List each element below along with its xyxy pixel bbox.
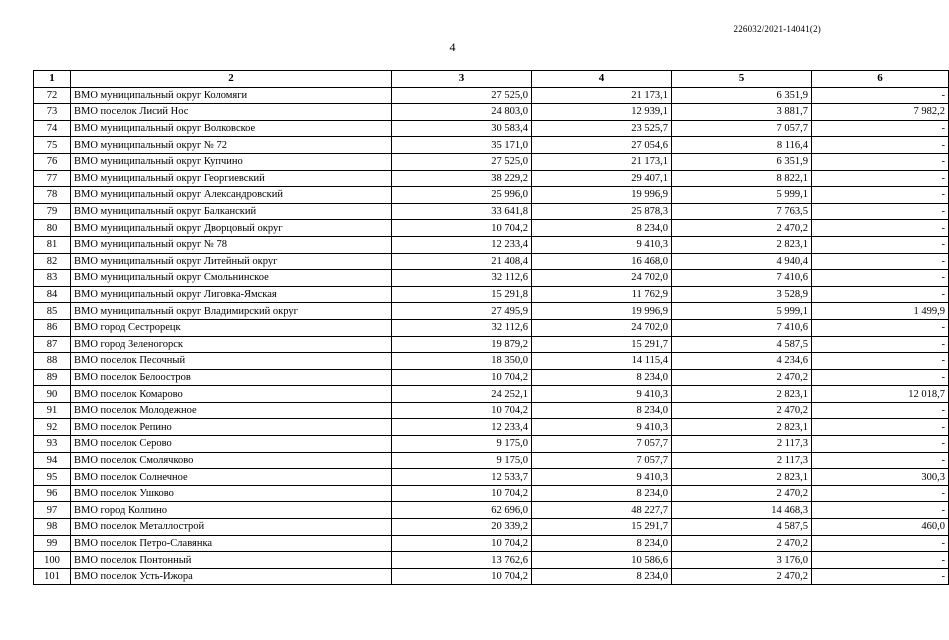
value-cell-6: - <box>812 87 949 104</box>
value-cell-3: 38 229,2 <box>392 170 532 187</box>
municipality-cell: ВМО муниципальный округ Дворцовый округ <box>71 220 392 237</box>
value-cell-4: 8 234,0 <box>532 535 672 552</box>
municipality-cell: ВМО поселок Смолячково <box>71 452 392 469</box>
value-cell-3: 10 704,2 <box>392 220 532 237</box>
table-row <box>34 236 949 253</box>
column-header: 3 <box>392 71 532 88</box>
value-cell-4: 8 234,0 <box>532 402 672 419</box>
municipality-cell: ВМО поселок Молодежное <box>71 402 392 419</box>
value-cell-3: 13 762,6 <box>392 552 532 569</box>
table-row <box>34 137 949 154</box>
value-cell-5: 2 823,1 <box>672 469 812 486</box>
row-number-cell: 78 <box>34 187 71 204</box>
value-cell-6: 300,3 <box>812 469 949 486</box>
municipality-cell: ВМО поселок Серово <box>71 436 392 453</box>
value-cell-6: - <box>812 203 949 220</box>
table-row <box>34 303 949 320</box>
row-number-cell: 86 <box>34 319 71 336</box>
value-cell-5: 7 057,7 <box>672 120 812 137</box>
value-cell-6: - <box>812 220 949 237</box>
municipality-cell: ВМО муниципальный округ Лиговка-Ямская <box>71 286 392 303</box>
table-row <box>34 203 949 220</box>
value-cell-4: 25 878,3 <box>532 203 672 220</box>
row-number-cell: 72 <box>34 87 71 104</box>
table-row <box>34 220 949 237</box>
document-id: 226032/2021-14041(2) <box>733 24 821 34</box>
value-cell-6: - <box>812 319 949 336</box>
value-cell-3: 10 704,2 <box>392 402 532 419</box>
row-number-cell: 77 <box>34 170 71 187</box>
row-number-cell: 89 <box>34 369 71 386</box>
value-cell-4: 16 468,0 <box>532 253 672 270</box>
table-row <box>34 369 949 386</box>
row-number-cell: 97 <box>34 502 71 519</box>
municipality-cell: ВМО поселок Петро-Славянка <box>71 535 392 552</box>
row-number-cell: 95 <box>34 469 71 486</box>
value-cell-4: 9 410,3 <box>532 469 672 486</box>
value-cell-6: - <box>812 402 949 419</box>
row-number-cell: 87 <box>34 336 71 353</box>
row-number-cell: 101 <box>34 568 71 585</box>
value-cell-4: 24 702,0 <box>532 319 672 336</box>
municipality-cell: ВМО муниципальный округ № 78 <box>71 236 392 253</box>
row-number-cell: 90 <box>34 386 71 403</box>
value-cell-3: 30 583,4 <box>392 120 532 137</box>
value-cell-4: 21 173,1 <box>532 153 672 170</box>
value-cell-3: 10 704,2 <box>392 535 532 552</box>
value-cell-5: 2 470,2 <box>672 535 812 552</box>
municipality-cell: ВМО муниципальный округ Волковское <box>71 120 392 137</box>
municipality-cell: ВМО муниципальный округ Владимирский округ <box>71 303 392 320</box>
value-cell-5: 6 351,9 <box>672 87 812 104</box>
table-row <box>34 568 949 585</box>
value-cell-5: 14 468,3 <box>672 502 812 519</box>
municipality-cell: ВМО поселок Ушково <box>71 485 392 502</box>
value-cell-3: 15 291,8 <box>392 286 532 303</box>
value-cell-5: 6 351,9 <box>672 153 812 170</box>
column-header: 2 <box>71 71 392 88</box>
value-cell-4: 8 234,0 <box>532 220 672 237</box>
value-cell-5: 2 470,2 <box>672 220 812 237</box>
table-row <box>34 469 949 486</box>
value-cell-4: 48 227,7 <box>532 502 672 519</box>
municipality-cell: ВМО город Сестрорецк <box>71 319 392 336</box>
value-cell-6: - <box>812 170 949 187</box>
value-cell-5: 2 470,2 <box>672 485 812 502</box>
value-cell-3: 25 996,0 <box>392 187 532 204</box>
value-cell-4: 19 996,9 <box>532 303 672 320</box>
row-number-cell: 76 <box>34 153 71 170</box>
value-cell-3: 10 704,2 <box>392 485 532 502</box>
value-cell-6: - <box>812 336 949 353</box>
value-cell-5: 2 470,2 <box>672 568 812 585</box>
value-cell-4: 7 057,7 <box>532 452 672 469</box>
table-row <box>34 386 949 403</box>
row-number-cell: 94 <box>34 452 71 469</box>
municipality-cell: ВМО муниципальный округ Литейный округ <box>71 253 392 270</box>
row-number-cell: 85 <box>34 303 71 320</box>
row-number-cell: 93 <box>34 436 71 453</box>
value-cell-5: 4 587,5 <box>672 519 812 536</box>
municipality-cell: ВМО поселок Комарово <box>71 386 392 403</box>
value-cell-3: 32 112,6 <box>392 319 532 336</box>
value-cell-3: 62 696,0 <box>392 502 532 519</box>
value-cell-5: 2 823,1 <box>672 236 812 253</box>
value-cell-6: - <box>812 552 949 569</box>
municipality-cell: ВМО город Колпино <box>71 502 392 519</box>
value-cell-5: 2 117,3 <box>672 436 812 453</box>
value-cell-5: 3 176,0 <box>672 552 812 569</box>
value-cell-5: 4 587,5 <box>672 336 812 353</box>
value-cell-4: 8 234,0 <box>532 568 672 585</box>
value-cell-4: 23 525,7 <box>532 120 672 137</box>
value-cell-5: 3 881,7 <box>672 104 812 121</box>
value-cell-6: - <box>812 153 949 170</box>
municipality-cell: ВМО муниципальный округ Балканский <box>71 203 392 220</box>
value-cell-4: 24 702,0 <box>532 270 672 287</box>
municipality-cell: ВМО поселок Лисий Нос <box>71 104 392 121</box>
table-row <box>34 253 949 270</box>
municipality-cell: ВМО муниципальный округ Коломяги <box>71 87 392 104</box>
table-row <box>34 170 949 187</box>
row-number-cell: 91 <box>34 402 71 419</box>
value-cell-3: 35 171,0 <box>392 137 532 154</box>
value-cell-6: - <box>812 137 949 154</box>
value-cell-6: - <box>812 485 949 502</box>
municipality-cell: ВМО поселок Песочный <box>71 353 392 370</box>
municipality-cell: ВМО поселок Белоостров <box>71 369 392 386</box>
value-cell-4: 9 410,3 <box>532 386 672 403</box>
value-cell-5: 3 528,9 <box>672 286 812 303</box>
row-number-cell: 98 <box>34 519 71 536</box>
table-row <box>34 319 949 336</box>
municipality-cell: ВМО муниципальный округ Смольнинское <box>71 270 392 287</box>
municipality-cell: ВМО муниципальный округ Александровский <box>71 187 392 204</box>
value-cell-6: - <box>812 369 949 386</box>
table-row <box>34 419 949 436</box>
value-cell-6: - <box>812 535 949 552</box>
value-cell-4: 19 996,9 <box>532 187 672 204</box>
municipality-cell: ВМО поселок Репино <box>71 419 392 436</box>
municipality-cell: ВМО муниципальный округ Георгиевский <box>71 170 392 187</box>
value-cell-5: 4 234,6 <box>672 353 812 370</box>
municipality-cell: ВМО город Зеленогорск <box>71 336 392 353</box>
value-cell-3: 18 350,0 <box>392 353 532 370</box>
table-row <box>34 270 949 287</box>
municipality-cell: ВМО поселок Понтонный <box>71 552 392 569</box>
table-row <box>34 286 949 303</box>
value-cell-6: - <box>812 286 949 303</box>
value-cell-6: - <box>812 253 949 270</box>
value-cell-3: 10 704,2 <box>392 568 532 585</box>
value-cell-4: 12 939,1 <box>532 104 672 121</box>
column-header: 4 <box>532 71 672 88</box>
value-cell-5: 2 823,1 <box>672 386 812 403</box>
row-number-cell: 79 <box>34 203 71 220</box>
column-header: 6 <box>812 71 949 88</box>
row-number-cell: 83 <box>34 270 71 287</box>
value-cell-6: 7 982,2 <box>812 104 949 121</box>
value-cell-3: 33 641,8 <box>392 203 532 220</box>
value-cell-3: 32 112,6 <box>392 270 532 287</box>
row-number-cell: 82 <box>34 253 71 270</box>
value-cell-4: 21 173,1 <box>532 87 672 104</box>
municipality-cell: ВМО муниципальный округ № 72 <box>71 137 392 154</box>
value-cell-4: 15 291,7 <box>532 519 672 536</box>
table-row <box>34 87 949 104</box>
value-cell-3: 12 233,4 <box>392 419 532 436</box>
value-cell-3: 24 252,1 <box>392 386 532 403</box>
value-cell-3: 10 704,2 <box>392 369 532 386</box>
value-cell-5: 2 470,2 <box>672 369 812 386</box>
row-number-cell: 92 <box>34 419 71 436</box>
value-cell-5: 5 999,1 <box>672 187 812 204</box>
budget-table <box>33 70 949 585</box>
table-row <box>34 153 949 170</box>
value-cell-6: - <box>812 270 949 287</box>
municipality-cell: ВМО поселок Усть-Ижора <box>71 568 392 585</box>
value-cell-6: 460,0 <box>812 519 949 536</box>
column-header: 1 <box>34 71 71 88</box>
row-number-cell: 88 <box>34 353 71 370</box>
table-header-row <box>34 71 949 88</box>
value-cell-3: 24 803,0 <box>392 104 532 121</box>
value-cell-6: - <box>812 452 949 469</box>
row-number-cell: 81 <box>34 236 71 253</box>
value-cell-4: 8 234,0 <box>532 369 672 386</box>
value-cell-4: 9 410,3 <box>532 419 672 436</box>
value-cell-6: - <box>812 120 949 137</box>
value-cell-3: 27 495,9 <box>392 303 532 320</box>
table-row <box>34 336 949 353</box>
row-number-cell: 80 <box>34 220 71 237</box>
value-cell-6: - <box>812 353 949 370</box>
value-cell-5: 8 116,4 <box>672 137 812 154</box>
table-row <box>34 535 949 552</box>
row-number-cell: 99 <box>34 535 71 552</box>
value-cell-3: 9 175,0 <box>392 436 532 453</box>
table-row <box>34 187 949 204</box>
value-cell-4: 11 762,9 <box>532 286 672 303</box>
table-row <box>34 120 949 137</box>
column-header: 5 <box>672 71 812 88</box>
table-row <box>34 502 949 519</box>
value-cell-3: 19 879,2 <box>392 336 532 353</box>
table-row <box>34 402 949 419</box>
value-cell-5: 7 410,6 <box>672 270 812 287</box>
value-cell-3: 27 525,0 <box>392 87 532 104</box>
municipality-cell: ВМО муниципальный округ Купчино <box>71 153 392 170</box>
value-cell-5: 2 117,3 <box>672 452 812 469</box>
value-cell-6: - <box>812 502 949 519</box>
municipality-cell: ВМО поселок Металлострой <box>71 519 392 536</box>
value-cell-3: 12 233,4 <box>392 236 532 253</box>
value-cell-5: 2 823,1 <box>672 419 812 436</box>
row-number-cell: 73 <box>34 104 71 121</box>
value-cell-4: 29 407,1 <box>532 170 672 187</box>
value-cell-5: 2 470,2 <box>672 402 812 419</box>
municipality-cell: ВМО поселок Солнечное <box>71 469 392 486</box>
value-cell-5: 7 410,6 <box>672 319 812 336</box>
value-cell-6: - <box>812 236 949 253</box>
table-row <box>34 485 949 502</box>
row-number-cell: 100 <box>34 552 71 569</box>
value-cell-5: 7 763,5 <box>672 203 812 220</box>
value-cell-5: 8 822,1 <box>672 170 812 187</box>
table-row <box>34 353 949 370</box>
value-cell-3: 21 408,4 <box>392 253 532 270</box>
value-cell-3: 27 525,0 <box>392 153 532 170</box>
table-row <box>34 519 949 536</box>
value-cell-3: 20 339,2 <box>392 519 532 536</box>
value-cell-6: 1 499,9 <box>812 303 949 320</box>
value-cell-4: 9 410,3 <box>532 236 672 253</box>
value-cell-5: 5 999,1 <box>672 303 812 320</box>
value-cell-5: 4 940,4 <box>672 253 812 270</box>
table-row <box>34 436 949 453</box>
value-cell-4: 27 054,6 <box>532 137 672 154</box>
row-number-cell: 96 <box>34 485 71 502</box>
row-number-cell: 75 <box>34 137 71 154</box>
value-cell-6: 12 018,7 <box>812 386 949 403</box>
value-cell-3: 12 533,7 <box>392 469 532 486</box>
value-cell-6: - <box>812 419 949 436</box>
value-cell-4: 15 291,7 <box>532 336 672 353</box>
table-row <box>34 452 949 469</box>
value-cell-6: - <box>812 187 949 204</box>
page-number: 4 <box>449 40 456 54</box>
value-cell-6: - <box>812 436 949 453</box>
value-cell-3: 9 175,0 <box>392 452 532 469</box>
row-number-cell: 84 <box>34 286 71 303</box>
value-cell-4: 14 115,4 <box>532 353 672 370</box>
value-cell-4: 7 057,7 <box>532 436 672 453</box>
table-row <box>34 552 949 569</box>
value-cell-6: - <box>812 568 949 585</box>
row-number-cell: 74 <box>34 120 71 137</box>
table-row <box>34 104 949 121</box>
value-cell-4: 10 586,6 <box>532 552 672 569</box>
value-cell-4: 8 234,0 <box>532 485 672 502</box>
